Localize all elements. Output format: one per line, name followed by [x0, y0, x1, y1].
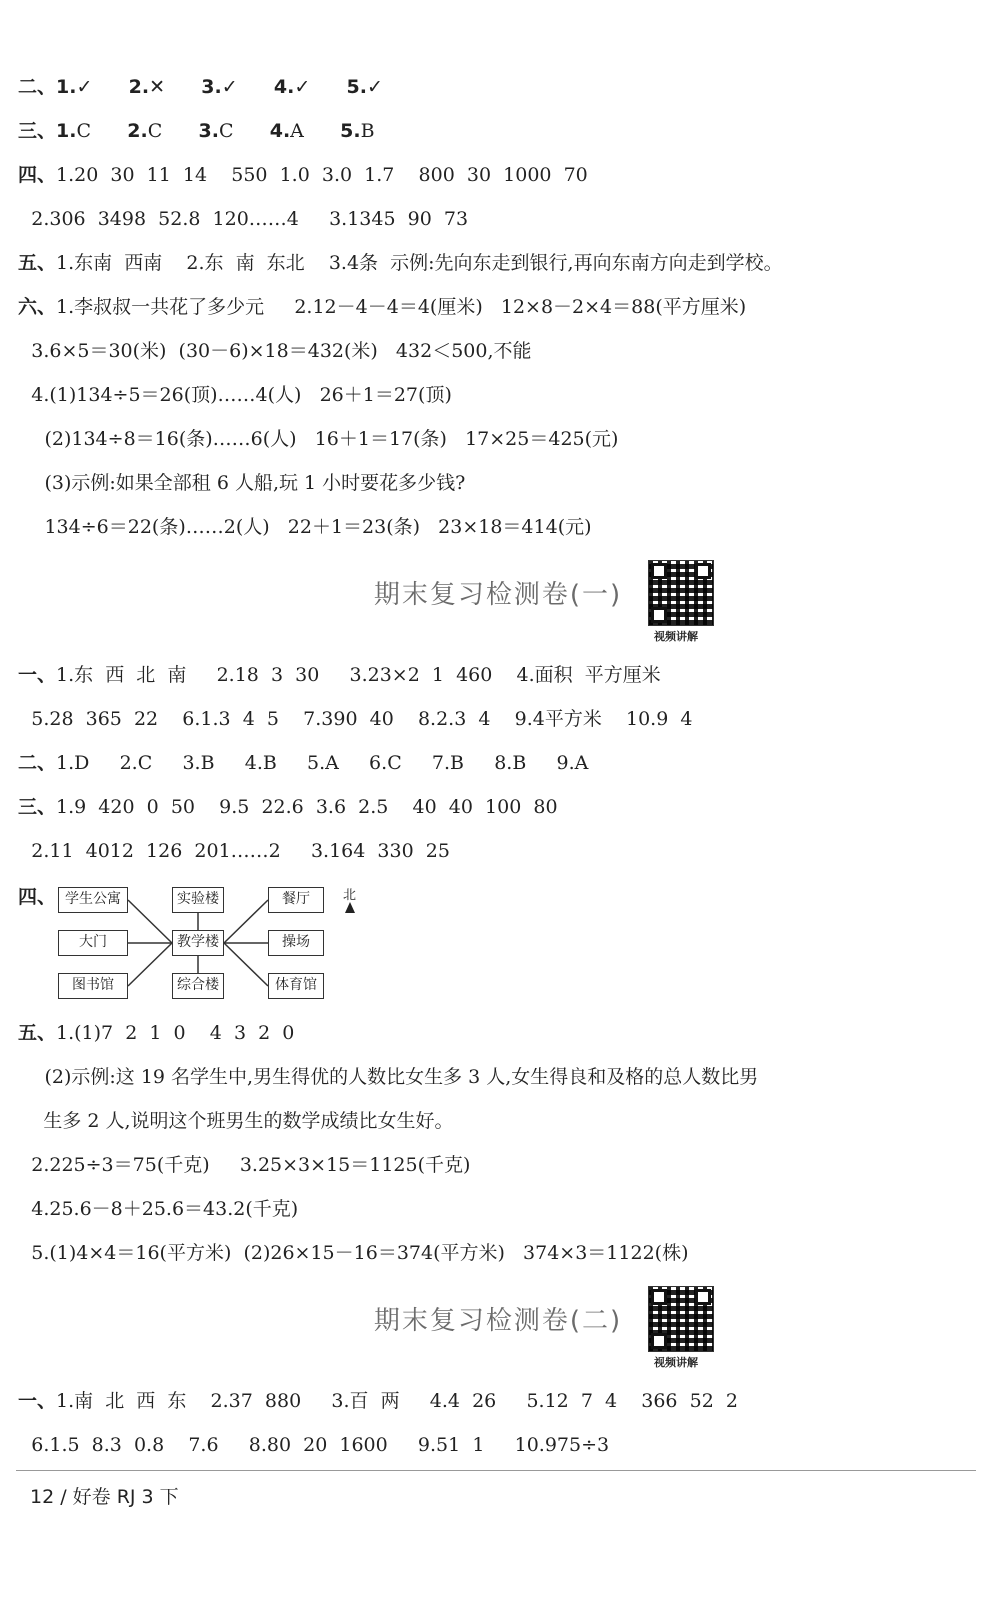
- answer-text: (2)134÷8＝16(条)……6(人) 16＋1＝17(条) 17×25＝425(元): [44, 428, 619, 450]
- answer-text: 6.1.5 8.3 0.8 7.6 8.80 20 1600 9.51 1 10.975÷3: [31, 1434, 610, 1456]
- section-marker: 三、: [18, 120, 57, 142]
- section-marker: 五、: [18, 252, 57, 274]
- answer-text: 1.20 30 11 14 550 1.0 3.0 1.7 800 30 1000 70: [56, 164, 588, 186]
- place-playground: 操场: [268, 930, 324, 956]
- section-marker: 三、: [18, 796, 57, 818]
- answer-text: 1.D 2.C 3.B 4.B 5.A 6.C 7.B 8.B 9.A: [56, 752, 589, 774]
- answer-text: 1.东南 西南 2.东 南 东北 3.4条 示例:先向东走到银行,再向东南方向走到学校。: [56, 252, 783, 274]
- place-complex-building: 综合楼: [172, 973, 224, 999]
- answer-text: 2.306 3498 52.8 120……4 3.1345 90 73: [31, 208, 469, 230]
- section-marker: 四、: [18, 164, 57, 186]
- section-marker: 一、: [18, 1390, 57, 1412]
- answer-text: (3)示例:如果全部租 6 人船,玩 1 小时要花多少钱?: [44, 472, 466, 494]
- answer-line: 二、1.✓ 2.✕ 3.✓ 4.✓ 5.✓: [18, 76, 383, 98]
- answer-text: 4.(1)134÷5＝26(顶)……4(人) 26＋1＝27(顶): [31, 384, 452, 406]
- page-footer: 12 / 好卷 RJ 3 下: [30, 1486, 179, 1508]
- section-marker: 一、: [18, 664, 57, 686]
- answer-text: 1.(1)7 2 1 0 4 3 2 0: [56, 1022, 295, 1044]
- place-teaching-building: 教学楼: [172, 930, 224, 956]
- north-arrow-icon: [345, 902, 355, 913]
- answer-text: 5.28 365 22 6.1.3 4 5 7.390 40 8.2.3 4 9.4平方米 10.9 4: [31, 708, 693, 730]
- answer-text: 3.6×5＝30(米) (30－6)×18＝432(米) 432＜500,不能: [31, 340, 532, 362]
- answer-text: 4.25.6－8＋25.6＝43.2(千克): [31, 1198, 299, 1220]
- section-marker: 二、: [18, 76, 57, 98]
- answer-text: 134÷6＝22(条)……2(人) 22＋1＝23(条) 23×18＝414(元): [44, 516, 592, 538]
- place-dormitory: 学生公寓: [58, 887, 128, 913]
- section-title-2: 期末复习检测卷(二): [373, 1306, 623, 1336]
- north-label: 北: [343, 888, 357, 903]
- qr-label-2: 视频讲解: [654, 1356, 698, 1369]
- answer-text: 生多 2 人,说明这个班男生的数学成绩比女生好。: [31, 1110, 454, 1132]
- section-title-1: 期末复习检测卷(一): [373, 580, 623, 610]
- answer-text: 2.225÷3＝75(千克) 3.25×3×15＝1125(千克): [31, 1154, 471, 1176]
- answer-text: 5.(1)4×4＝16(平方米) (2)26×15－16＝374(平方米) 374×3＝1122(株): [31, 1242, 689, 1264]
- answer-text: 1.李叔叔一共花了多少元 2.12－4－4＝4(厘米) 12×8－2×4＝88(平方厘米): [56, 296, 747, 318]
- answer-text: 1.东 西 北 南 2.18 3 30 3.23×2 1 460 4.面积 平方厘米: [56, 664, 661, 686]
- section-marker: 六、: [18, 296, 57, 318]
- place-gate: 大门: [58, 930, 128, 956]
- answer-text: 2.11 4012 126 201……2 3.164 330 25: [31, 840, 450, 862]
- diagram-section-label: 四、: [18, 886, 57, 908]
- answer-text: (2)示例:这 19 名学生中,男生得优的人数比女生多 3 人,女生得良和及格的总人数比男: [44, 1066, 759, 1088]
- qr-label-1: 视频讲解: [654, 630, 698, 643]
- answer-text: 1.南 北 西 东 2.37 880 3.百 两 4.4 26 5.12 7 4 366 52 2: [56, 1390, 738, 1412]
- section-marker: 二、: [18, 752, 57, 774]
- place-library: 图书馆: [58, 973, 128, 999]
- place-canteen: 餐厅: [268, 887, 324, 913]
- footer-rule: [16, 1470, 976, 1471]
- answer-line: 三、1.C 2.C 3.C 4.A 5.B: [18, 120, 375, 142]
- section-marker: 五、: [18, 1022, 57, 1044]
- answer-text: 1.9 420 0 50 9.5 22.6 3.6 2.5 40 40 100 80: [56, 796, 558, 818]
- place-gym: 体育馆: [268, 973, 324, 999]
- place-lab-building: 实验楼: [172, 887, 224, 913]
